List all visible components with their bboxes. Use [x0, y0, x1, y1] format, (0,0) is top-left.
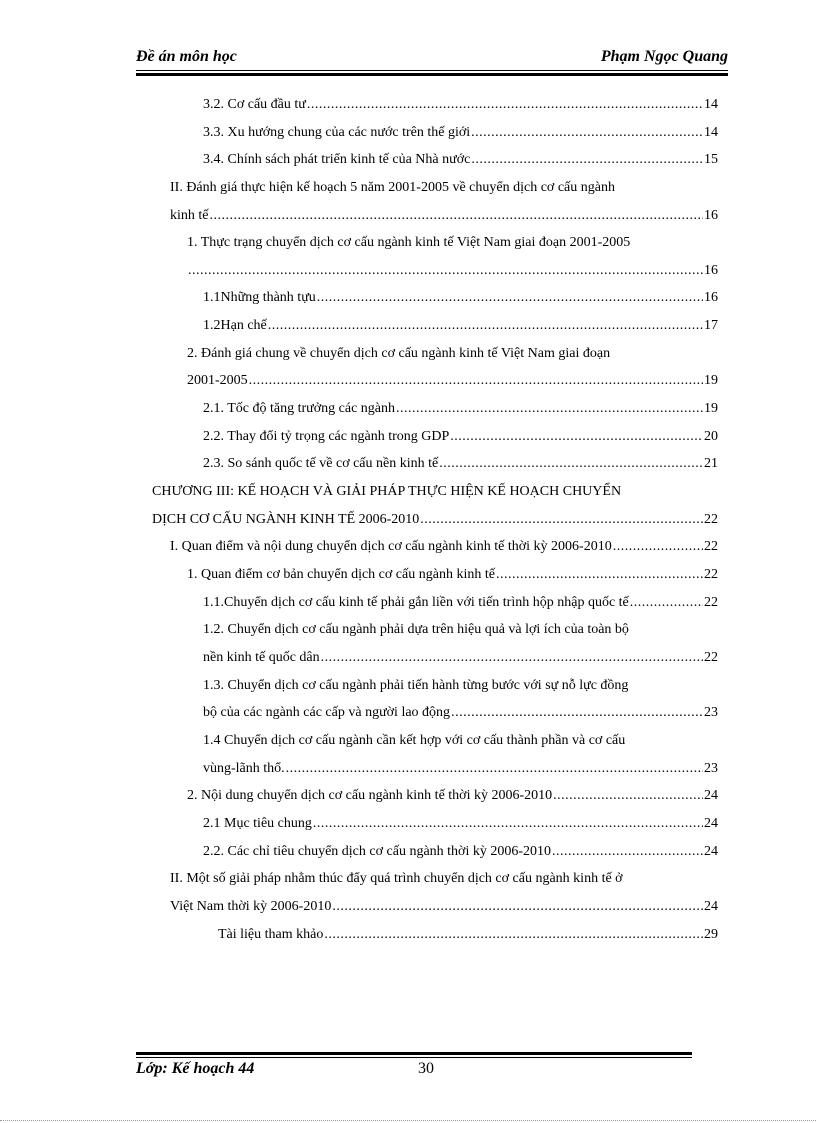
- toc-entry-text: kinh tế: [170, 208, 209, 223]
- toc-entry-text: nền kinh tế quốc dân: [203, 650, 320, 665]
- toc-page-number: 19: [704, 373, 718, 388]
- toc-entry-text: DỊCH CƠ CẤU NGÀNH KINH TẾ 2006-2010: [152, 512, 420, 527]
- toc-entry-text: vùng-lãnh thổ.: [203, 761, 285, 776]
- toc-page-number: 24: [704, 788, 718, 803]
- toc-leader: [313, 815, 703, 833]
- toc-entry-text: 1.2Hạn chế: [203, 318, 267, 333]
- toc-entry[interactable]: [203, 649, 718, 667]
- toc-leader: [324, 926, 703, 944]
- toc-entry-text: 2.3. So sánh quốc tế về cơ cấu nền kinh tế: [203, 456, 439, 471]
- toc-leader: [450, 428, 703, 446]
- toc-page-number: 22: [704, 595, 718, 610]
- toc-entry[interactable]: [152, 511, 718, 529]
- toc-entry[interactable]: [203, 400, 718, 418]
- toc-page-number: 21: [704, 456, 718, 471]
- toc-leader: [496, 566, 703, 584]
- toc-entry[interactable]: [187, 372, 718, 390]
- toc-leader: [439, 455, 703, 473]
- toc-leader: [552, 843, 703, 861]
- toc-leader: [286, 760, 703, 778]
- toc-entry-text: 2. Nội dung chuyển dịch cơ cấu ngành kinh tế thời kỳ 2006-2010: [187, 788, 553, 803]
- toc-leader: [188, 262, 703, 280]
- toc-entry-first-line[interactable]: 1.3. Chuyển dịch cơ cấu ngành phải tiến hành từng bước với sự nỗ lực đồng: [203, 678, 629, 693]
- toc-entry-text: I. Quan điểm và nội dung chuyển dịch cơ cấu ngành kinh tế thời kỳ 2006-2010: [170, 539, 612, 554]
- toc-entry[interactable]: [203, 428, 718, 446]
- toc-entry-text: 2.1. Tốc độ tăng trưởng các ngành: [203, 401, 396, 416]
- toc-entry-text: 1.1.Chuyển dịch cơ cấu kinh tế phải gắn liền với tiến trình hộp nhập quốc tế: [203, 595, 629, 610]
- toc-entry[interactable]: [203, 289, 718, 307]
- toc-entry-first-line[interactable]: 2. Đánh giá chung về chuyển dịch cơ cấu ngành kinh tế Việt Nam giai đoạn: [187, 346, 611, 361]
- toc-page-number: 29: [704, 927, 718, 942]
- footer-rule-thick: [136, 1052, 692, 1055]
- toc-entry[interactable]: [203, 704, 718, 722]
- toc-entry[interactable]: [203, 843, 718, 861]
- page-edge: [0, 1120, 816, 1121]
- toc-leader: [210, 207, 704, 225]
- toc-entry-text: 2001-2005: [187, 373, 248, 388]
- toc-entry-first-line[interactable]: 1. Thực trạng chuyển dịch cơ cấu ngành kinh tế Việt Nam giai đoạn 2001-2005: [187, 235, 631, 250]
- toc-page-number: 24: [704, 816, 718, 831]
- toc-entry[interactable]: [187, 262, 718, 280]
- toc-entry-text: 2.2. Các chỉ tiêu chuyển dịch cơ cấu ngành thời kỳ 2006-2010: [203, 844, 551, 859]
- toc-page-number: 14: [704, 125, 718, 140]
- toc-entry-text: 3.4. Chính sách phát triển kinh tế của Nhà nước: [203, 152, 471, 167]
- header-rule-thin: [136, 70, 728, 71]
- page-footer: [136, 1052, 692, 1092]
- toc-entry-text: 1.1Những thành tựu: [203, 290, 316, 305]
- toc-entry-text: 3.2. Cơ cấu đầu tư: [203, 97, 306, 112]
- page-header: [136, 46, 728, 74]
- toc-entry[interactable]: [203, 151, 718, 169]
- toc-leader: [630, 594, 703, 612]
- toc-entry[interactable]: [187, 566, 718, 584]
- toc-leader: [471, 124, 703, 142]
- toc-page-number: 24: [704, 844, 718, 859]
- toc-entry-text: 2.2. Thay đổi tỷ trọng các ngành trong GDP: [203, 429, 450, 444]
- toc-entry-first-line[interactable]: II. Một số giải pháp nhằm thúc đẩy quá trình chuyển dịch cơ cấu ngành kinh tế ở: [170, 871, 623, 886]
- toc-entry[interactable]: [203, 594, 718, 612]
- toc-leader: [332, 898, 703, 916]
- toc-entry-text: Tài liệu tham khảo: [218, 927, 324, 942]
- toc-leader: [613, 538, 703, 556]
- toc-leader: [396, 400, 703, 418]
- toc-leader: [249, 372, 703, 390]
- toc-page-number: 23: [704, 705, 718, 720]
- toc-entry[interactable]: [187, 787, 718, 805]
- toc-page-number: 16: [704, 263, 718, 278]
- toc-leader: [553, 787, 703, 805]
- toc-entry-first-line[interactable]: II. Đánh giá thực hiện kế hoạch 5 năm 2001-2005 về chuyển dịch cơ cấu ngành: [170, 180, 615, 195]
- toc-entry[interactable]: [170, 898, 718, 916]
- toc-entry-text: bộ của các ngành các cấp và người lao động: [203, 705, 451, 720]
- toc-entry[interactable]: [170, 207, 718, 225]
- toc-entry[interactable]: [203, 96, 718, 114]
- footer-class: Lớp: Kế hoạch 44: [136, 1060, 255, 1077]
- toc-leader: [307, 96, 703, 114]
- toc-entry-text: 3.3. Xu hướng chung của các nước trên thế giới: [203, 125, 471, 140]
- toc-leader: [451, 704, 703, 722]
- header-title: Đề án môn học: [136, 48, 237, 65]
- toc-leader: [268, 317, 703, 335]
- toc-page-number: 19: [704, 401, 718, 416]
- header-rule-thick: [136, 73, 728, 76]
- toc-page-number: 22: [704, 512, 718, 527]
- toc-page-number: 22: [704, 650, 718, 665]
- toc-entry[interactable]: [218, 926, 718, 944]
- toc-page-number: 20: [704, 429, 718, 444]
- toc-entry-text: Việt Nam thời kỳ 2006-2010: [170, 899, 332, 914]
- toc-entry[interactable]: [203, 455, 718, 473]
- toc-page-number: 15: [704, 152, 718, 167]
- page-number: 30: [418, 1060, 434, 1077]
- toc-entry-text: 1. Quan điểm cơ bản chuyển dịch cơ cấu ngành kinh tế: [187, 567, 495, 582]
- toc-page-number: 22: [704, 567, 718, 582]
- toc-entry-first-line[interactable]: 1.2. Chuyển dịch cơ cấu ngành phải dựa trên hiệu quả và lợi ích của toàn bộ: [203, 622, 629, 637]
- toc-leader: [321, 649, 703, 667]
- toc-entry[interactable]: [203, 317, 718, 335]
- footer-rule-thin: [136, 1057, 692, 1058]
- toc-entry[interactable]: [203, 760, 718, 778]
- toc-page-number: 14: [704, 97, 718, 112]
- toc-page-number: 22: [704, 539, 718, 554]
- toc-leader: [420, 511, 703, 529]
- toc-chapter-first-line[interactable]: CHƯƠNG III: KẾ HOẠCH VÀ GIẢI PHÁP THỰC HIỆN KẾ HOẠCH CHUYỂN: [152, 484, 622, 499]
- toc-entry[interactable]: [203, 124, 718, 142]
- toc-page-number: 16: [704, 208, 718, 223]
- toc-entry-first-line[interactable]: 1.4 Chuyển dịch cơ cấu ngành cần kết hợp với cơ cấu thành phần và cơ cấu: [203, 733, 626, 748]
- toc-page-number: 17: [704, 318, 718, 333]
- toc-entry[interactable]: [203, 815, 718, 833]
- toc-page-number: 23: [704, 761, 718, 776]
- toc-page-number: 24: [704, 899, 718, 914]
- toc-leader: [317, 289, 703, 307]
- toc-entry[interactable]: [170, 538, 718, 556]
- header-author: Phạm Ngọc Quang: [600, 48, 728, 65]
- toc-page-number: 16: [704, 290, 718, 305]
- toc-leader: [471, 151, 703, 169]
- toc-entry-text: 2.1 Mục tiêu chung: [203, 816, 312, 831]
